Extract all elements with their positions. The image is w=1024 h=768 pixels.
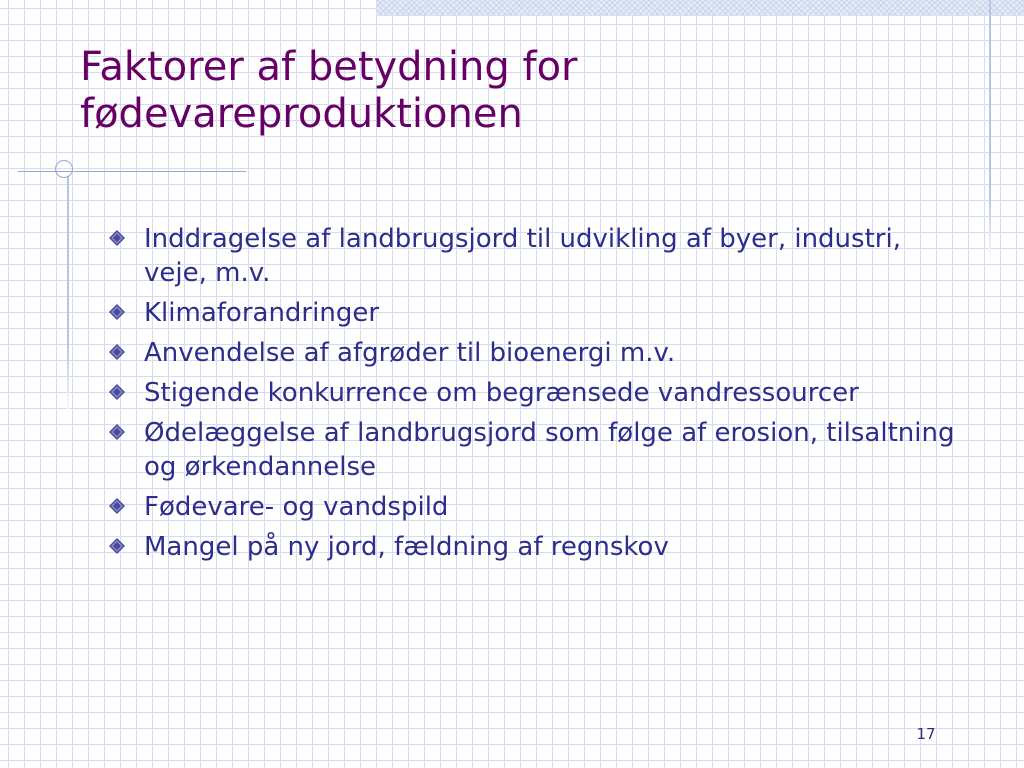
- diamond-bullet-icon: [109, 498, 125, 514]
- slide-title: Faktorer af betydning for fødevareproduktionen: [80, 44, 578, 137]
- diamond-bullet-icon: [109, 424, 125, 440]
- bullet-item: [104, 296, 964, 330]
- bullet-text: Inddragelse af landbrugsjord til udvikling af byer, industri, veje, m.v.: [144, 224, 901, 288]
- bullet-item: [104, 530, 964, 564]
- bullet-text: Ødelæggelse af landbrugsjord som følge af erosion, tilsaltning og ørkendannelse: [144, 418, 955, 482]
- bullet-item: [104, 336, 964, 370]
- bullet-text: Mangel på ny jord, fældning af regnskov: [144, 532, 669, 562]
- bullet-text: Fødevare- og vandspild: [144, 492, 449, 522]
- top-decorative-bar: [376, 0, 1024, 16]
- diamond-bullet-icon: [109, 538, 125, 554]
- bullet-item: [104, 376, 964, 410]
- bullet-item: [104, 490, 964, 524]
- page-number: 17: [916, 725, 936, 743]
- bullet-item: [104, 416, 964, 484]
- diamond-bullet-icon: [109, 344, 125, 360]
- diamond-bullet-icon: [109, 384, 125, 400]
- left-decorative-line: [67, 176, 69, 416]
- bullet-text: Klimaforandringer: [144, 298, 380, 328]
- bullet-text: Stigende konkurrence om begrænsede vandressourcer: [144, 378, 859, 408]
- bullet-item: [104, 222, 964, 290]
- diamond-bullet-icon: [109, 304, 125, 320]
- diamond-bullet-icon: [109, 230, 125, 246]
- bullet-text: Anvendelse af afgrøder til bioenergi m.v.: [144, 338, 676, 368]
- bullet-list: [104, 222, 964, 570]
- title-underline: [18, 171, 246, 172]
- right-decorative-line: [989, 0, 991, 264]
- title-circle-ornament: [55, 160, 73, 178]
